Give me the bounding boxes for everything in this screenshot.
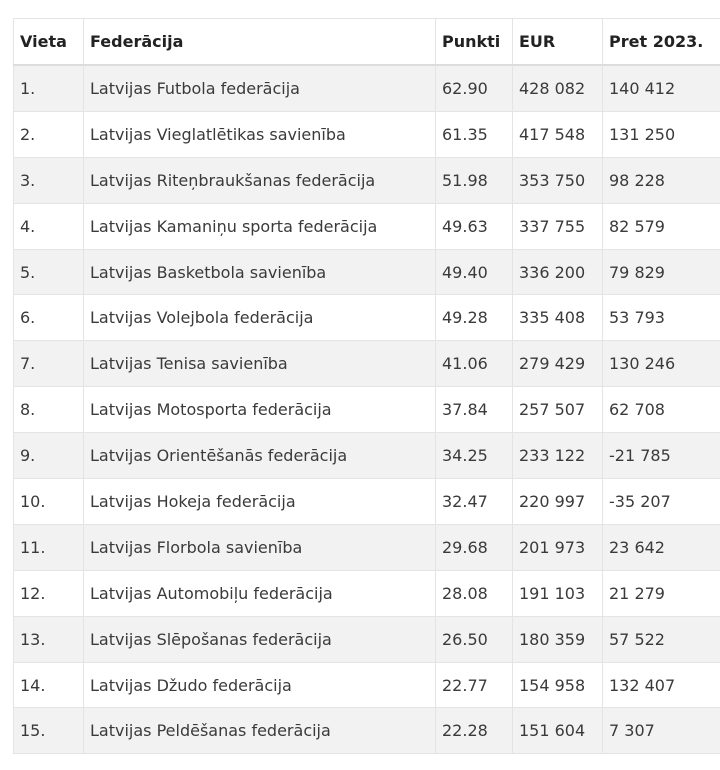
cell-rank: 6. [14, 295, 84, 341]
table-row [14, 524, 720, 570]
header-federation: Federācija [84, 19, 436, 66]
table-row [14, 616, 720, 662]
cell-rank: 8. [14, 387, 84, 433]
cell-eur: 151 604 [513, 708, 603, 754]
cell-eur: 279 429 [513, 341, 603, 387]
cell-rank: 15. [14, 708, 84, 754]
federation-funding-table [13, 18, 720, 754]
cell-federation: Latvijas Basketbola savienība [84, 249, 436, 295]
cell-eur: 353 750 [513, 157, 603, 203]
cell-rank: 4. [14, 203, 84, 249]
cell-vs-2023: 82 579 [603, 203, 720, 249]
header-vs-2023: Pret 2023. [603, 19, 720, 66]
cell-federation: Latvijas Volejbola federācija [84, 295, 436, 341]
cell-rank: 9. [14, 433, 84, 479]
cell-rank: 1. [14, 65, 84, 111]
cell-points: 28.08 [436, 570, 513, 616]
cell-federation: Latvijas Automobiļu federācija [84, 570, 436, 616]
table-row [14, 708, 720, 754]
cell-federation: Latvijas Futbola federācija [84, 65, 436, 111]
cell-rank: 14. [14, 662, 84, 708]
header-rank: Vieta [14, 19, 84, 66]
cell-rank: 12. [14, 570, 84, 616]
cell-federation: Latvijas Peldēšanas federācija [84, 708, 436, 754]
cell-federation: Latvijas Vieglatlētikas savienība [84, 111, 436, 157]
table-row [14, 341, 720, 387]
cell-points: 26.50 [436, 616, 513, 662]
cell-eur: 220 997 [513, 479, 603, 525]
table-row [14, 249, 720, 295]
cell-points: 32.47 [436, 479, 513, 525]
cell-rank: 7. [14, 341, 84, 387]
cell-federation: Latvijas Tenisa savienība [84, 341, 436, 387]
cell-rank: 3. [14, 157, 84, 203]
cell-eur: 428 082 [513, 65, 603, 111]
table-row [14, 157, 720, 203]
cell-vs-2023: 62 708 [603, 387, 720, 433]
cell-points: 62.90 [436, 65, 513, 111]
cell-eur: 337 755 [513, 203, 603, 249]
cell-vs-2023: 23 642 [603, 524, 720, 570]
cell-federation: Latvijas Kamaniņu sporta federācija [84, 203, 436, 249]
cell-rank: 13. [14, 616, 84, 662]
cell-vs-2023: 132 407 [603, 662, 720, 708]
cell-federation: Latvijas Hokeja federācija [84, 479, 436, 525]
cell-rank: 2. [14, 111, 84, 157]
table-row [14, 65, 720, 111]
cell-eur: 233 122 [513, 433, 603, 479]
cell-points: 34.25 [436, 433, 513, 479]
cell-vs-2023: 98 228 [603, 157, 720, 203]
cell-federation: Latvijas Motosporta federācija [84, 387, 436, 433]
cell-points: 22.28 [436, 708, 513, 754]
table-row [14, 570, 720, 616]
cell-vs-2023: 57 522 [603, 616, 720, 662]
cell-vs-2023: 21 279 [603, 570, 720, 616]
cell-vs-2023: -35 207 [603, 479, 720, 525]
cell-points: 22.77 [436, 662, 513, 708]
cell-eur: 154 958 [513, 662, 603, 708]
table-row [14, 295, 720, 341]
header-eur: EUR [513, 19, 603, 66]
cell-federation: Latvijas Džudo federācija [84, 662, 436, 708]
cell-points: 49.40 [436, 249, 513, 295]
federation-funding-table-container [13, 18, 720, 754]
cell-points: 51.98 [436, 157, 513, 203]
cell-vs-2023: 7 307 [603, 708, 720, 754]
cell-points: 61.35 [436, 111, 513, 157]
cell-federation: Latvijas Riteņbraukšanas federācija [84, 157, 436, 203]
cell-vs-2023: 131 250 [603, 111, 720, 157]
cell-points: 37.84 [436, 387, 513, 433]
table-row [14, 662, 720, 708]
cell-rank: 11. [14, 524, 84, 570]
table-body [14, 65, 720, 754]
cell-rank: 5. [14, 249, 84, 295]
cell-vs-2023: 140 412 [603, 65, 720, 111]
cell-eur: 336 200 [513, 249, 603, 295]
table-row [14, 479, 720, 525]
cell-points: 49.63 [436, 203, 513, 249]
cell-eur: 191 103 [513, 570, 603, 616]
table-row [14, 387, 720, 433]
table-row [14, 111, 720, 157]
cell-eur: 180 359 [513, 616, 603, 662]
table-header-row [14, 19, 720, 66]
table-row [14, 433, 720, 479]
header-points: Punkti [436, 19, 513, 66]
cell-eur: 417 548 [513, 111, 603, 157]
cell-points: 41.06 [436, 341, 513, 387]
cell-points: 49.28 [436, 295, 513, 341]
cell-vs-2023: -21 785 [603, 433, 720, 479]
table-row [14, 203, 720, 249]
cell-vs-2023: 53 793 [603, 295, 720, 341]
cell-federation: Latvijas Slēpošanas federācija [84, 616, 436, 662]
cell-points: 29.68 [436, 524, 513, 570]
cell-vs-2023: 79 829 [603, 249, 720, 295]
cell-rank: 10. [14, 479, 84, 525]
cell-eur: 201 973 [513, 524, 603, 570]
cell-federation: Latvijas Florbola savienība [84, 524, 436, 570]
cell-federation: Latvijas Orientēšanās federācija [84, 433, 436, 479]
cell-vs-2023: 130 246 [603, 341, 720, 387]
cell-eur: 335 408 [513, 295, 603, 341]
cell-eur: 257 507 [513, 387, 603, 433]
